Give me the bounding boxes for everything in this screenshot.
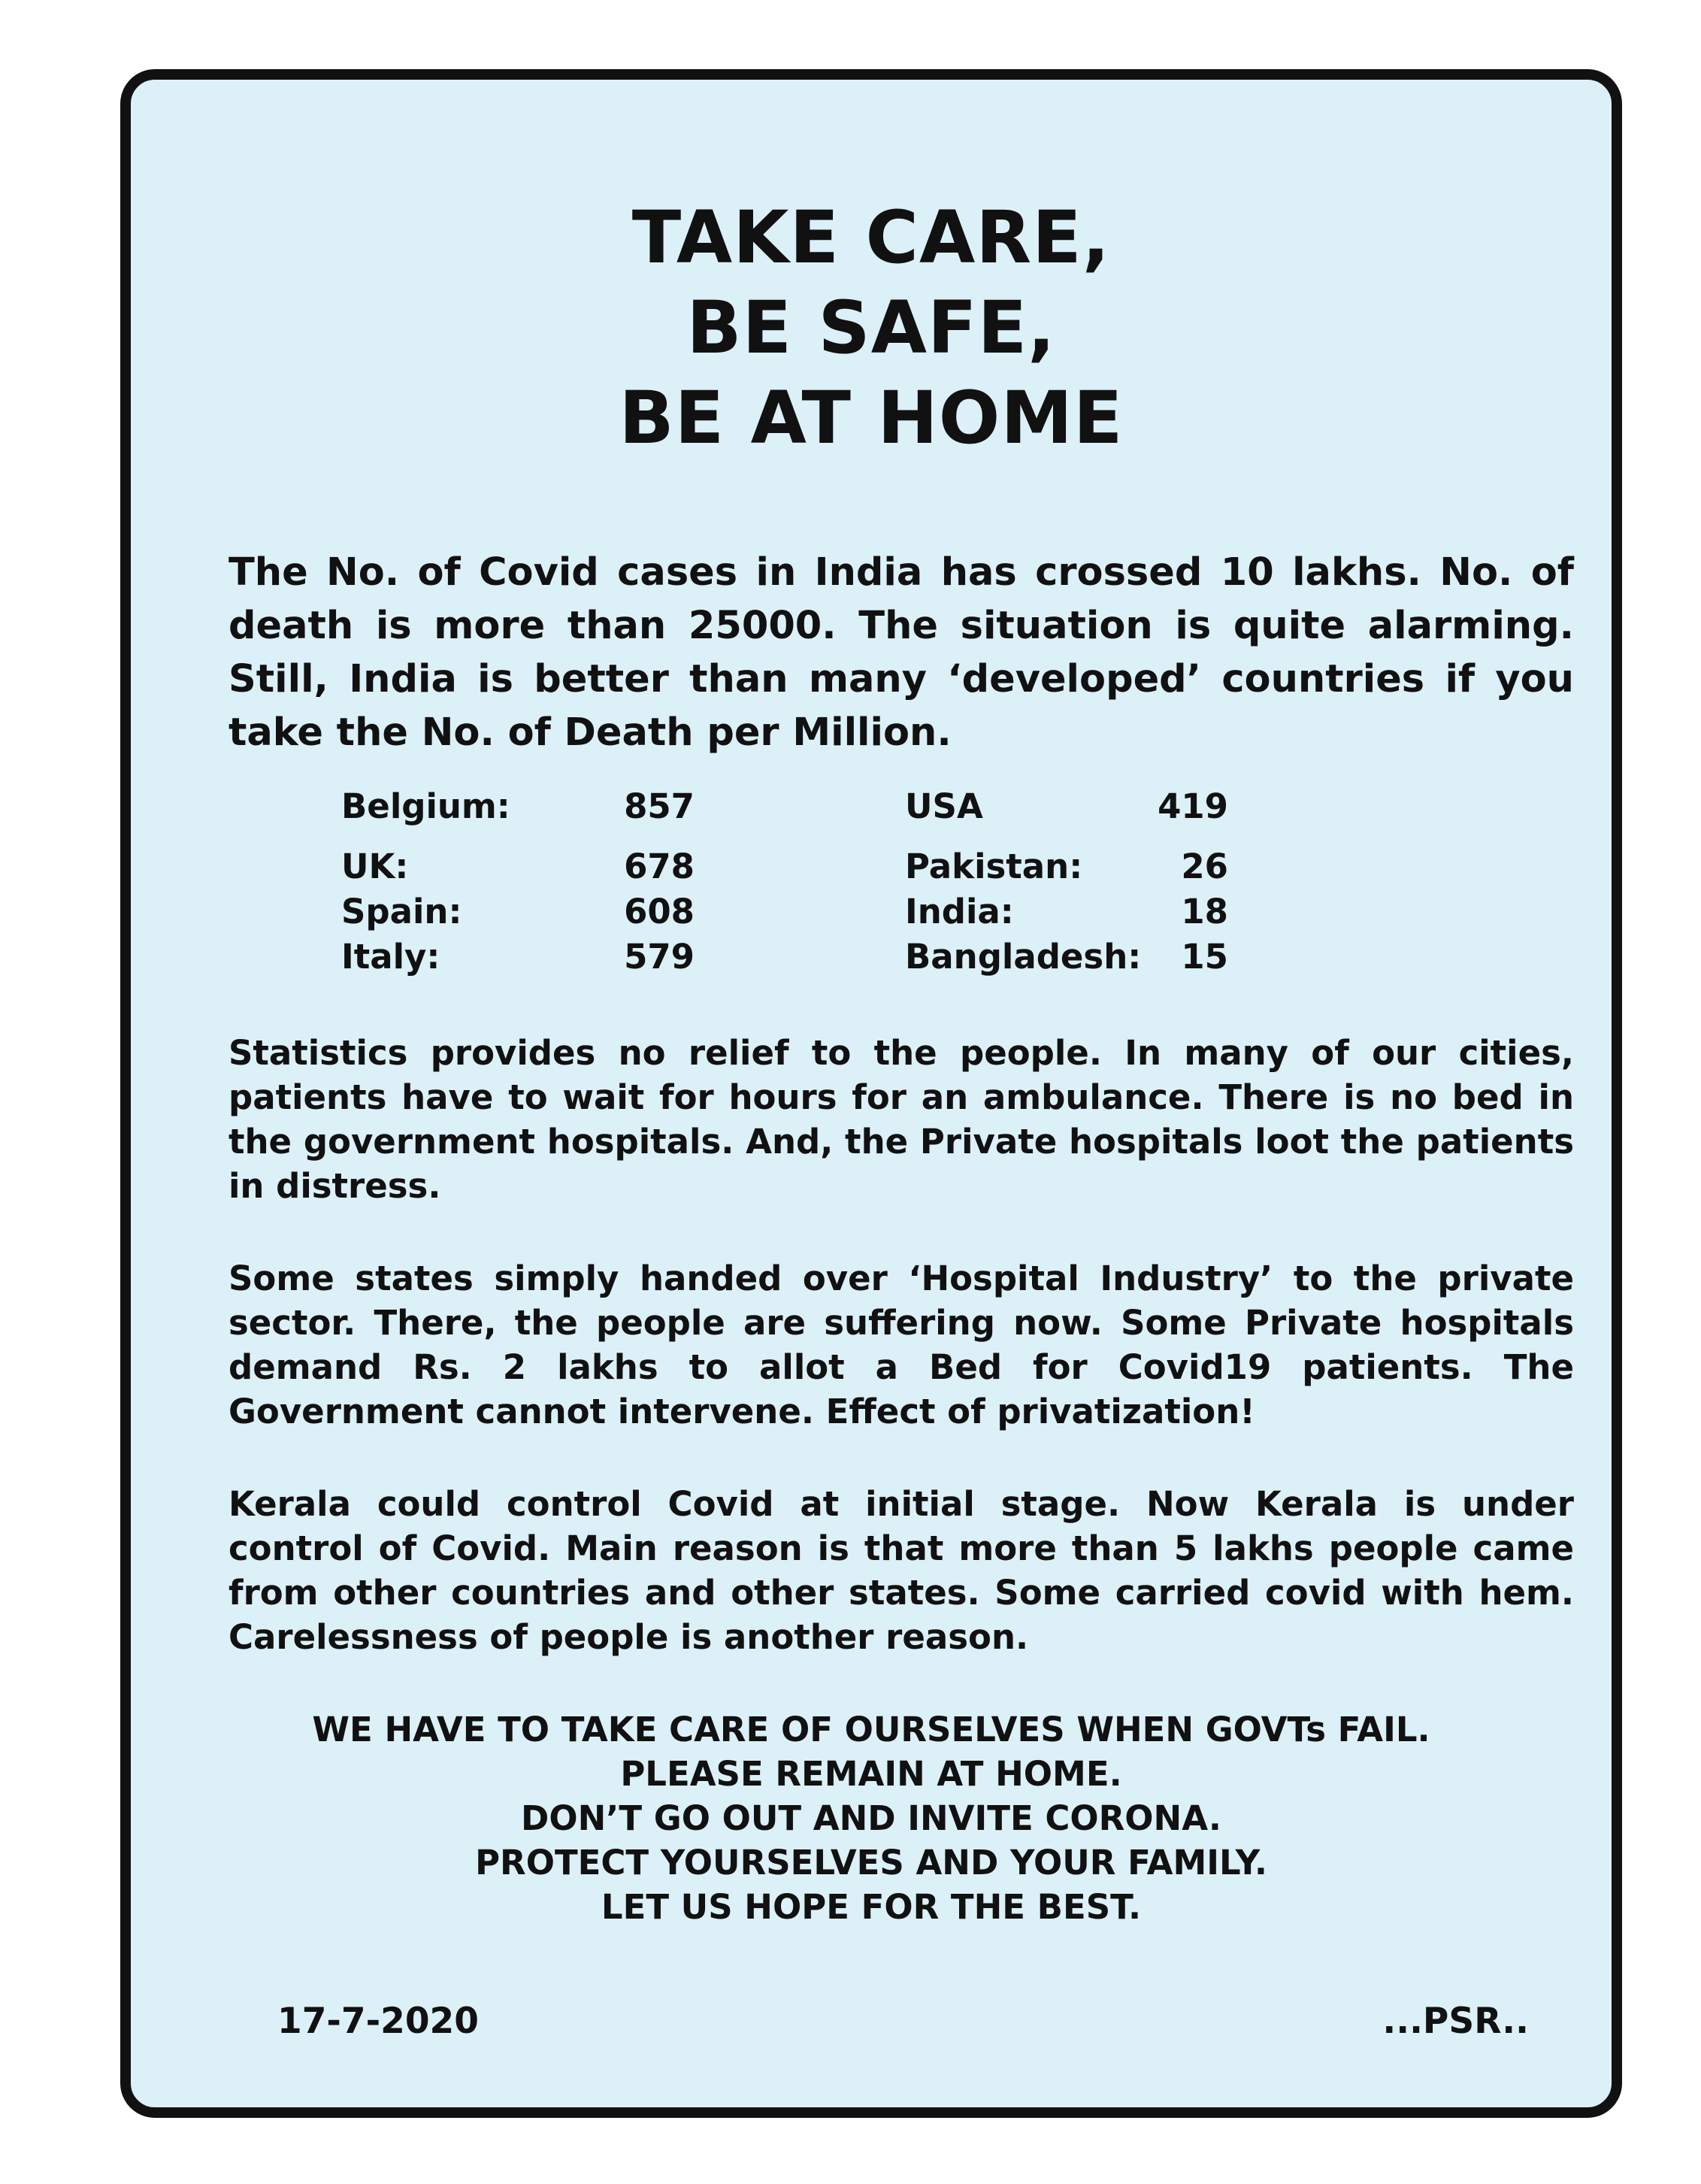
country-name: Belgium: [341,786,510,826]
headline-line-1: TAKE CARE, [631,195,1111,280]
closing-line-2: PLEASE REMAIN AT HOME. [620,1754,1122,1794]
country-value: 608 [624,892,695,931]
country-name: Pakistan: [905,847,1083,886]
closing-line-5: LET US HOPE FOR THE BEST. [601,1887,1142,1927]
closing-line-3: DON’T GO OUT AND INVITE CORONA. [521,1798,1221,1838]
death-per-million-table [341,786,1318,982]
intro-paragraph: The No. of Covid cases in India has crossed 10 lakhs. No. of death is more than 25000. The situation is quite alarming. Still, India is better than many ‘developed’ countries if you take the No. of Death per Million. [229,550,1574,755]
country-name: Italy: [341,937,440,977]
country-value: 678 [624,847,695,886]
country-value: 579 [624,937,695,977]
country-value: 15 [1181,937,1228,977]
country-value: 857 [624,786,695,826]
stat-row [341,786,1318,831]
country-name: Spain: [341,892,462,931]
country-name: UK: [341,847,409,886]
headline [131,192,1612,463]
stat-row [341,847,1318,892]
closing-appeal [131,1707,1612,1929]
paragraph-privatization: Some states simply handed over ‘Hospital Industry’ to the private sector. There, the people are suffering now. Some Private hospitals demand Rs. 2 lakhs to allot a Bed for Covid19 patients. The Government cannot intervene. Effect of privatization! [229,1259,1574,1431]
headline-line-3: BE AT HOME [619,376,1124,460]
headline-line-2: BE SAFE, [686,286,1056,370]
country-name: Bangladesh: [905,937,1142,977]
country-value: 419 [1158,786,1228,826]
country-value: 26 [1181,847,1228,886]
signature: ...PSR.. [1382,2001,1529,2042]
date: 17-7-2020 [277,2001,479,2042]
country-name: USA [905,786,983,826]
country-name: India: [905,892,1014,931]
closing-line-4: PROTECT YOURSELVES AND YOUR FAMILY. [475,1843,1267,1883]
country-value: 18 [1181,892,1228,931]
paragraph-kerala: Kerala could control Covid at initial stage. Now Kerala is under control of Covid. Main reason is that more than 5 lakhs people came from other countries and other states. Some carried covid with hem. Carelessness of people is another reason. [229,1484,1574,1657]
stat-row [341,892,1318,937]
paragraph-hospital-statistics: Statistics provides no relief to the people. In many of our cities, patients have to wait for hours for an ambulance. There is no bed in the government hospitals. And, the Private hospitals loot the patients in distress. [229,1033,1574,1206]
stat-row [341,937,1318,982]
closing-line-1: WE HAVE TO TAKE CARE OF OURSELVES WHEN GOVTs FAIL. [312,1710,1430,1749]
poster-panel [120,69,1622,2118]
